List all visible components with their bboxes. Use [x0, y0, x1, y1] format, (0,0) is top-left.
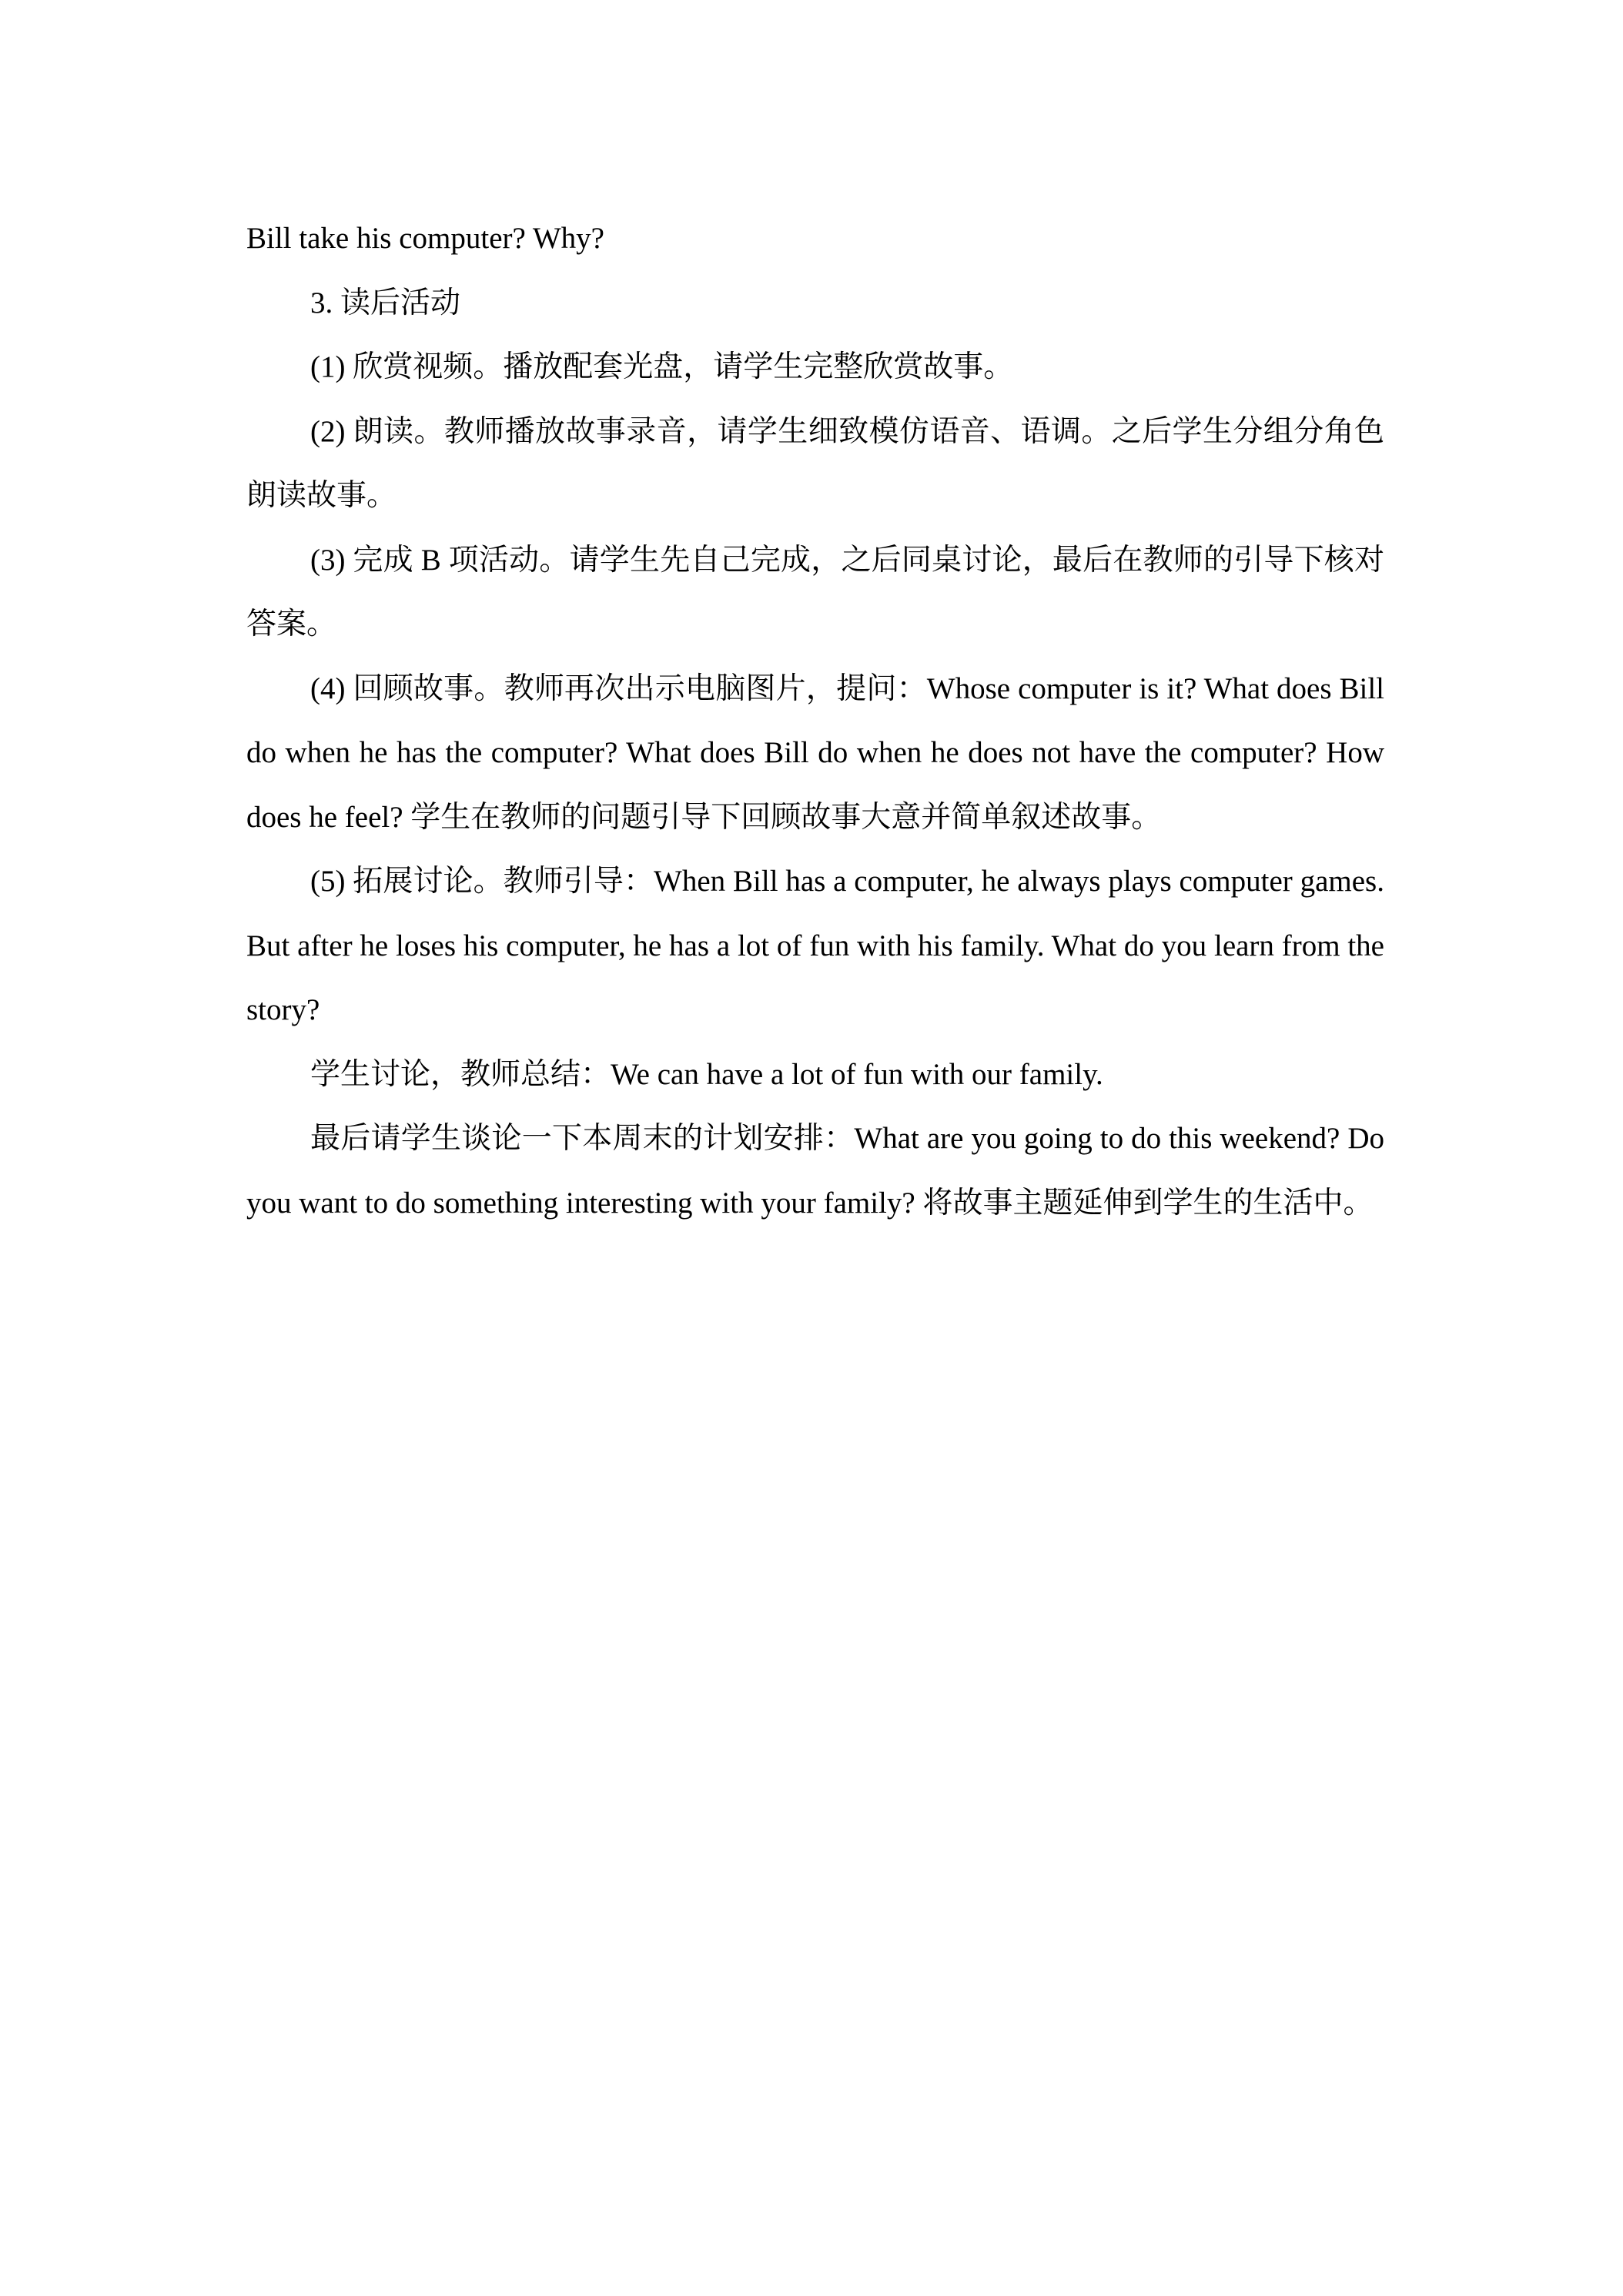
- document-page: [246, 206, 1384, 1235]
- paragraph-step-5: (5) 拓展讨论。教师引导：When Bill has a computer, he always plays computer games. But after he loses his computer, he has a lot of fun with his family. What do you learn from the story?: [246, 865, 1384, 1026]
- paragraph-discussion-summary: 学生讨论，教师总结：We can have a lot of fun with our family.: [310, 1057, 1103, 1091]
- paragraph-continuation: Bill take his computer? Why?: [246, 222, 604, 255]
- paragraph-step-3: (3) 完成 B 项活动。请学生先自己完成，之后同桌讨论，最后在教师的引导下核对答案。: [246, 543, 1384, 641]
- paragraph-step-4: (4) 回顾故事。教师再次出示电脑图片，提问：Whose computer is it? What does Bill do when he has the computer? What does Bill do when he does not have the computer? How does he feel? 学生在教师的问题引导下回顾故事大意并简单叙述故事。: [246, 671, 1384, 834]
- paragraph-step-1: (1) 欣赏视频。播放配套光盘，请学生完整欣赏故事。: [310, 350, 1014, 383]
- paragraph-weekend-plan: 最后请学生谈论一下本周末的计划安排：What are you going to do this weekend? Do you want to do something interesting with your family? 将故事主题延伸到学生的生活中。: [246, 1122, 1384, 1220]
- paragraph-step-2: (2) 朗读。教师播放故事录音，请学生细致模仿语音、语调。之后学生分组分角色朗读故事。: [246, 414, 1384, 512]
- section-heading-post-reading: 3. 读后活动: [310, 286, 461, 320]
